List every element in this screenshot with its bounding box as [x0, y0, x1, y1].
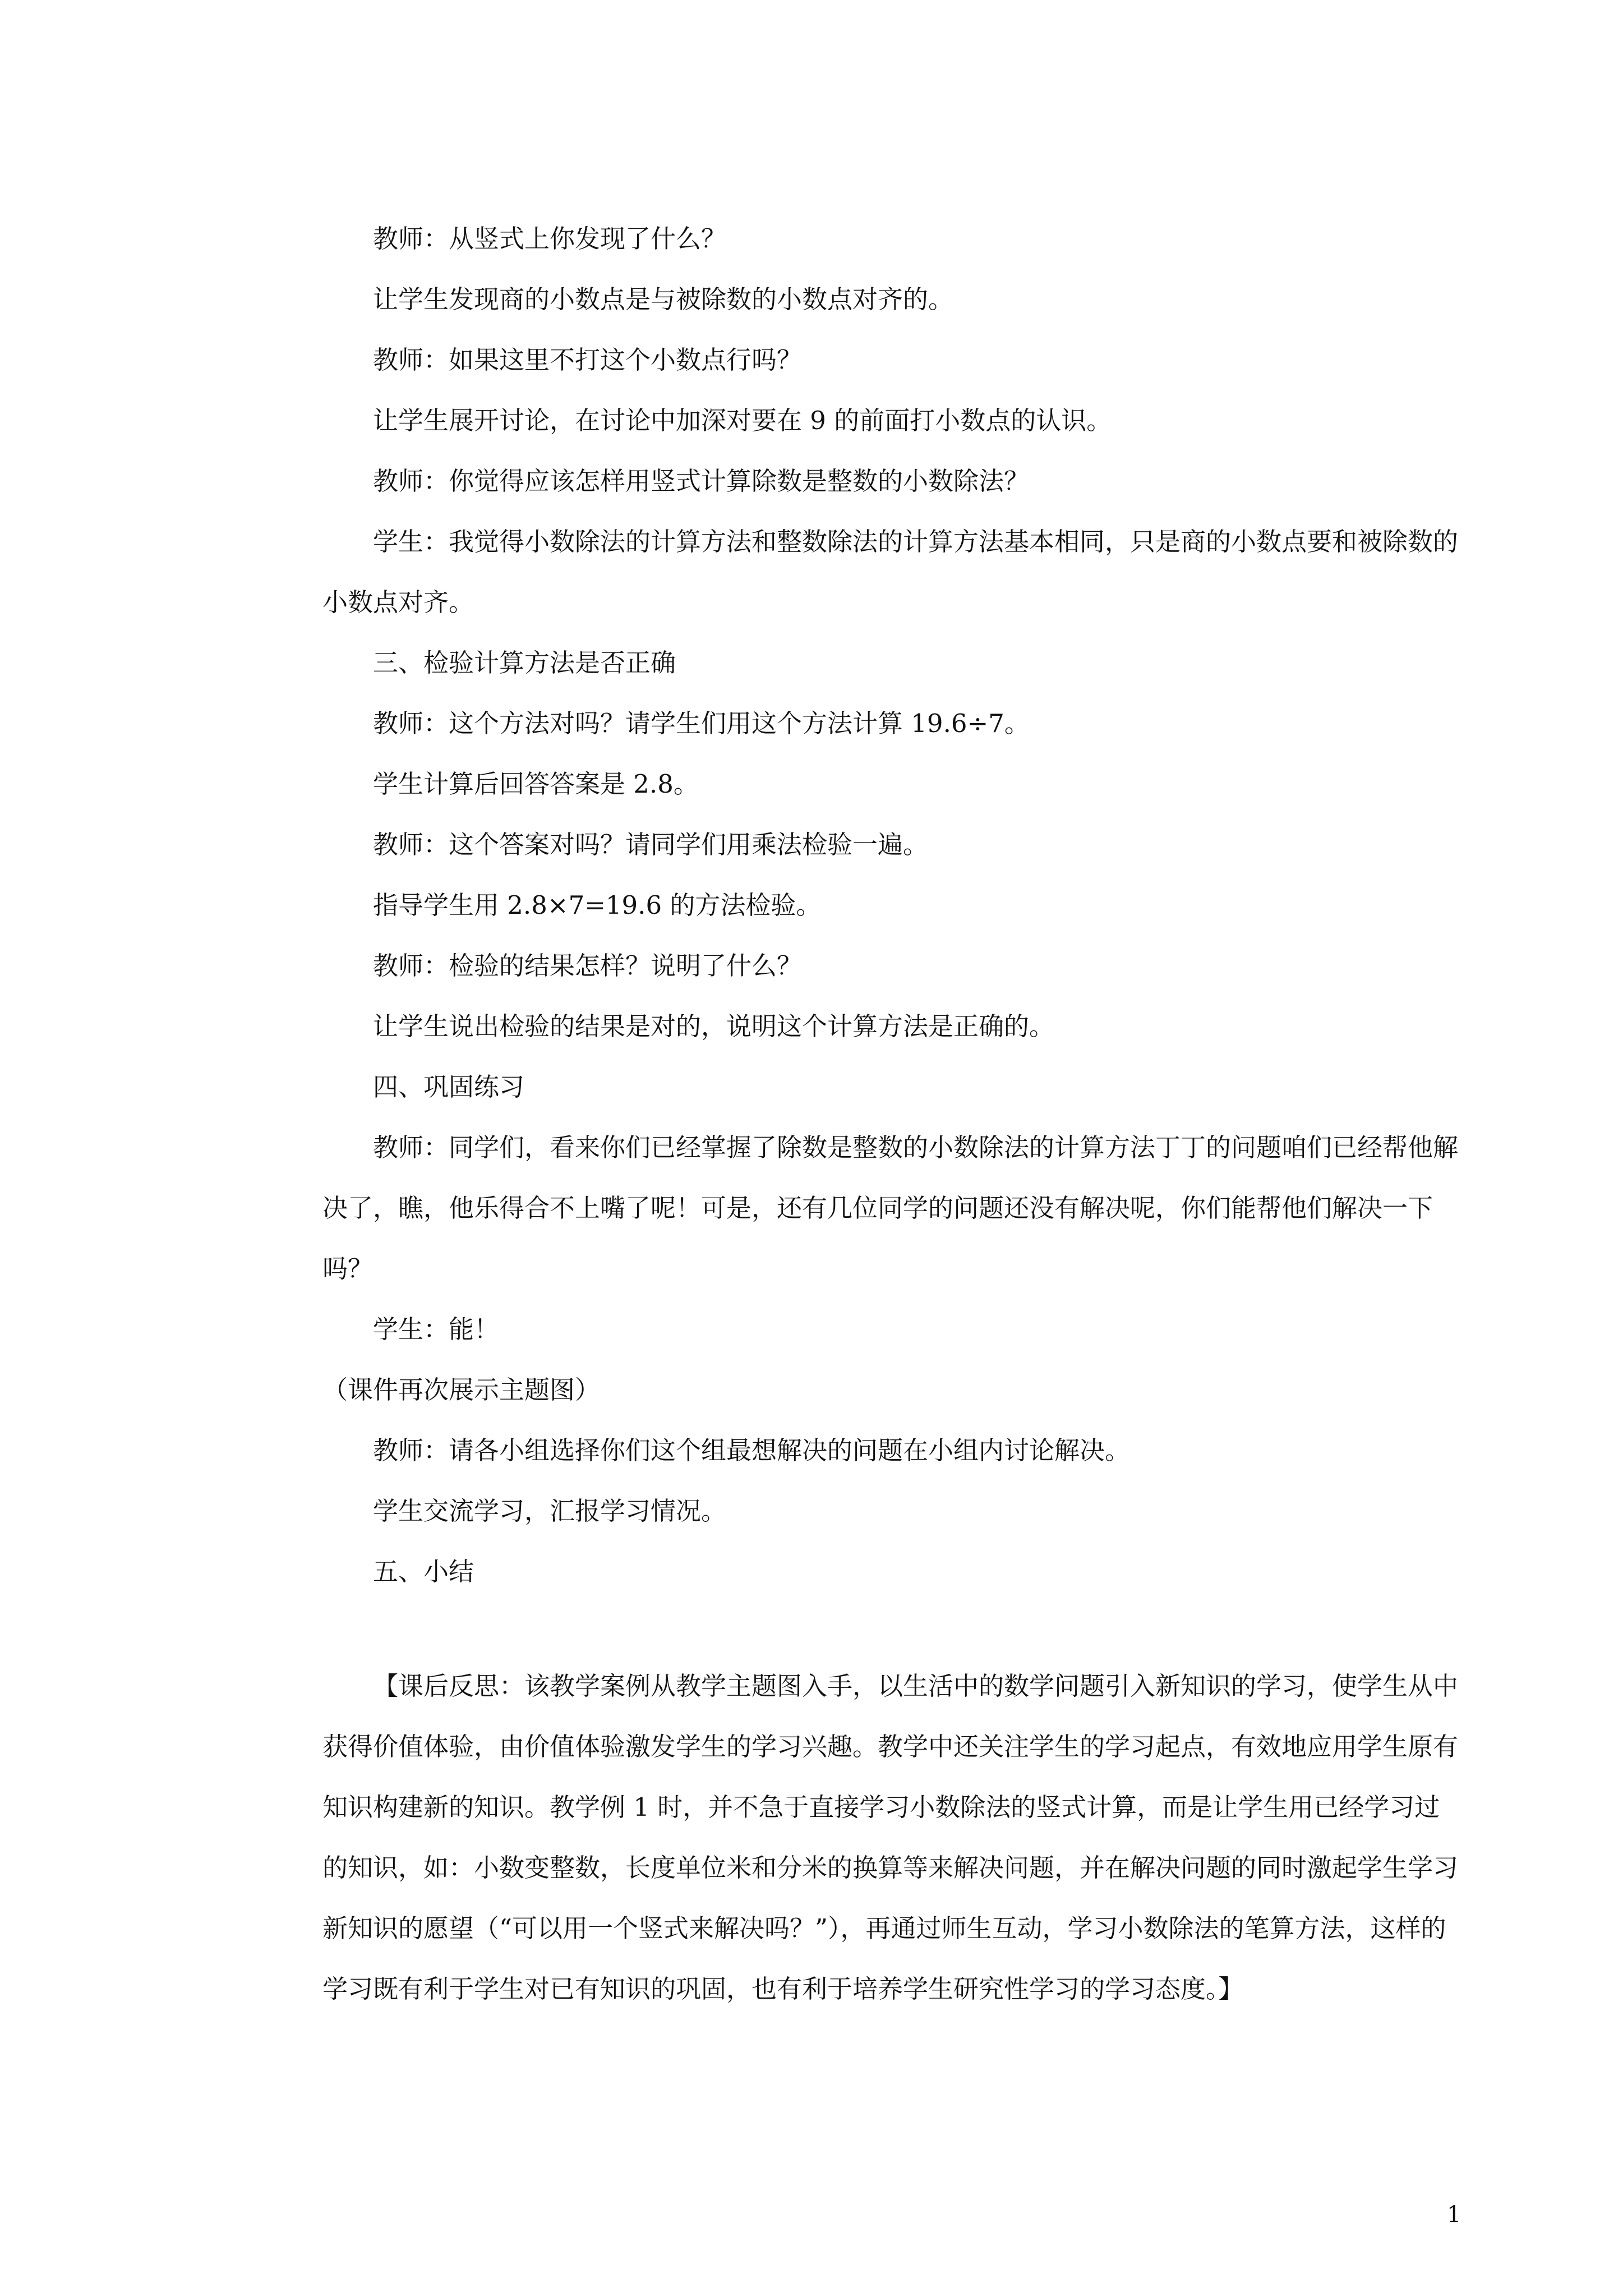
document-body — [322, 209, 1464, 2019]
paragraph: 指导学生用 2.8×7=19.6 的方法检验。 — [373, 890, 822, 920]
paragraph: 教师：这个答案对吗？请同学们用乘法检验一遍。 — [373, 830, 929, 859]
paragraph: 学生计算后回答答案是 2.8。 — [373, 769, 699, 799]
reflection-paragraph: 【课后反思：该教学案例从教学主题图入手，以生活中的数学问题引入新知识的学习，使学生从中获得价值体验，由价值体验激发学生的学习兴趣。教学中还关注学生的学习起点，有效地应用学生原有知识构建新的知识。教学例 1 时，并不急于直接学习小数除法的竖式计算，而是让学生用已经学习过的知识，如：小数变整数，长度单位米和分米的换算等来解决问题，并在解决问题的同时激起学生学习新知识的愿望（“可以用一个竖式来解决吗？”），再通过师生互动，学习小数除法的笔算方法，这样的学习既有利于学生对已有知识的巩固，也有利于培养学生研究性学习的学习态度。】 — [322, 1671, 1459, 2004]
page-number: 1 — [1447, 2202, 1461, 2228]
paragraph: 教师：如果这里不打这个小数点行吗？ — [373, 345, 803, 375]
paragraph: 教师：请各小组选择你们这个组最想解决的问题在小组内讨论解决。 — [373, 1435, 1131, 1465]
paragraph: 学生交流学习，汇报学习情况。 — [373, 1496, 727, 1526]
section-heading: 四、巩固练习 — [373, 1072, 525, 1102]
paragraph: 教师：同学们，看来你们已经掌握了除数是整数的小数除法的计算方法丁丁的问题咱们已经帮他解决了，瞧，他乐得合不上嘴了呢！可是，还有几位同学的问题还没有解决呢，你们能帮他们解决一下吗？ — [322, 1133, 1459, 1283]
paragraph: （课件再次展示主题图） — [322, 1375, 601, 1405]
section-heading: 三、检验计算方法是否正确 — [373, 648, 676, 678]
paragraph: 学生：能！ — [373, 1314, 500, 1344]
paragraph: 教师：你觉得应该怎样用竖式计算除数是整数的小数除法？ — [373, 466, 1030, 496]
paragraph: 教师：检验的结果怎样？说明了什么？ — [373, 951, 803, 981]
paragraph: 让学生发现商的小数点是与被除数的小数点对齐的。 — [373, 284, 954, 314]
paragraph: 让学生展开讨论，在讨论中加深对要在 9 的前面打小数点的认识。 — [373, 406, 1112, 435]
paragraph: 教师：这个方法对吗？请学生们用这个方法计算 19.6÷7。 — [373, 708, 1030, 738]
paragraph: 学生：我觉得小数除法的计算方法和整数除法的计算方法基本相同，只是商的小数点要和被除数的小数点对齐。 — [322, 527, 1459, 617]
paragraph: 教师：从竖式上你发现了什么？ — [373, 224, 727, 254]
section-heading: 五、小结 — [373, 1557, 474, 1586]
paragraph: 让学生说出检验的结果是对的，说明这个计算方法是正确的。 — [373, 1011, 1055, 1041]
